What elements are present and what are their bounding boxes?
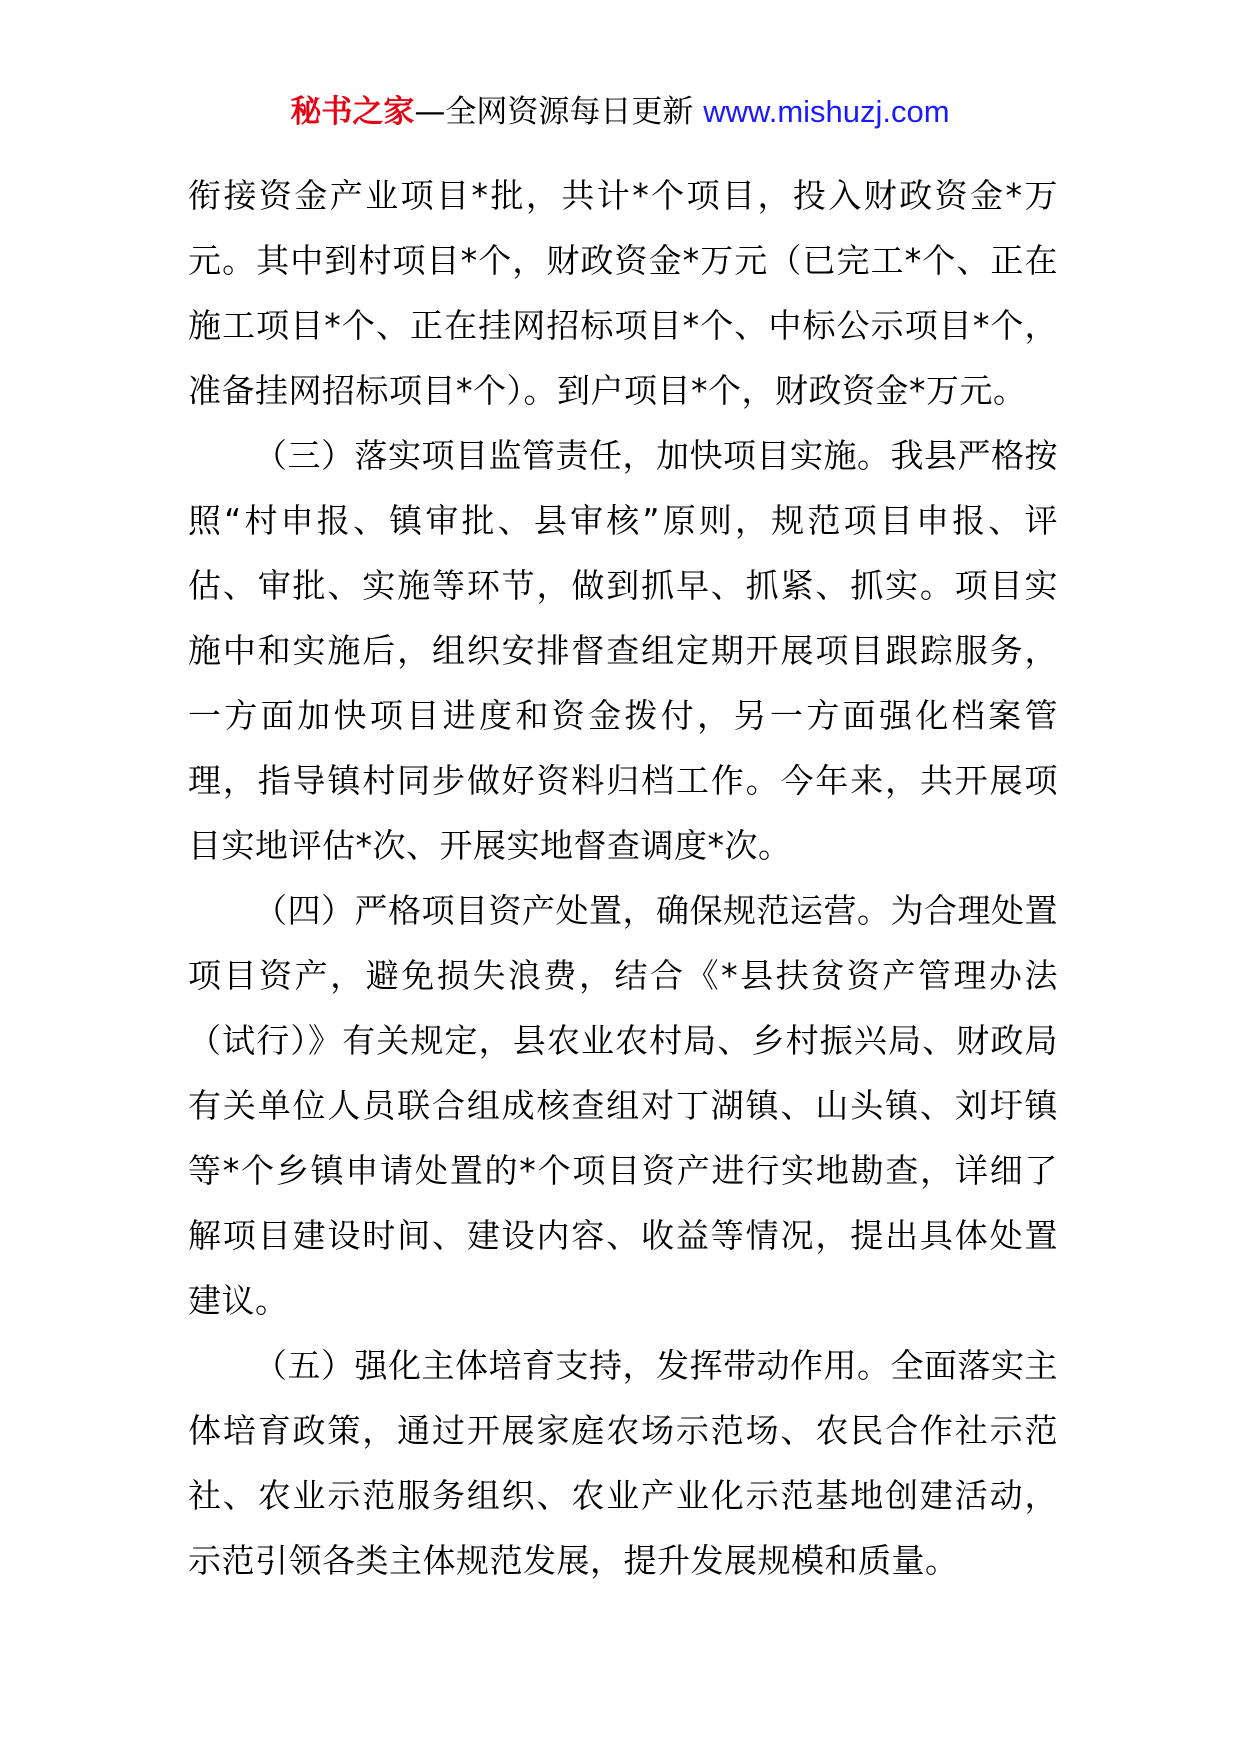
site-header <box>0 92 1240 132</box>
paragraph-section-4: （四）严格项目资产处置，确保规范运营。为合理处置项目资产，避免损失浪费，结合《*县扶贫资产管理办法（试行）》有关规定，县农业农村局、乡村振兴局、财政局有关单位人员联合组成核查组对丁湖镇、山头镇、刘圩镇等*个乡镇申请处置的*个项目资产进行实地勘查，详细了解项目建设时间、建设内容、收益等情况，提出具体处置建议。 <box>188 891 1058 1320</box>
document-body <box>188 163 1058 1593</box>
paragraph-section-3: （三）落实项目监管责任，加快项目实施。我县严格按照“村申报、镇审批、县审核”原则，规范项目申报、评估、审批、实施等环节，做到抓早、抓紧、抓实。项目实施中和实施后，组织安排督查组定期开展项目跟踪服务，一方面加快项目进度和资金拨付，另一方面强化档案管理，指导镇村同步做好资料归档工作。今年来，共开展项目实地评估*次、开展实地督查调度*次。 <box>188 436 1058 865</box>
paragraph-continuation: 衔接资金产业项目*批，共计*个项目，投入财政资金*万元。其中到村项目*个，财政资金*万元（已完工*个、正在施工项目*个、正在挂网招标项目*个、中标公示项目*个，准备挂网招标项目*个）。到户项目*个，财政资金*万元。 <box>188 176 1058 410</box>
paragraph-section-5: （五）强化主体培育支持，发挥带动作用。全面落实主体培育政策，通过开展家庭农场示范场、农民合作社示范社、农业示范服务组织、农业产业化示范基地创建活动，示范引领各类主体规范发展，提升发展规模和质量。 <box>188 1346 1058 1580</box>
brand-name: 秘书之家 <box>290 94 415 130</box>
site-url-link[interactable]: www.mishuzj.com <box>703 94 950 129</box>
header-slogan: —全网资源每日更新 <box>414 94 704 130</box>
